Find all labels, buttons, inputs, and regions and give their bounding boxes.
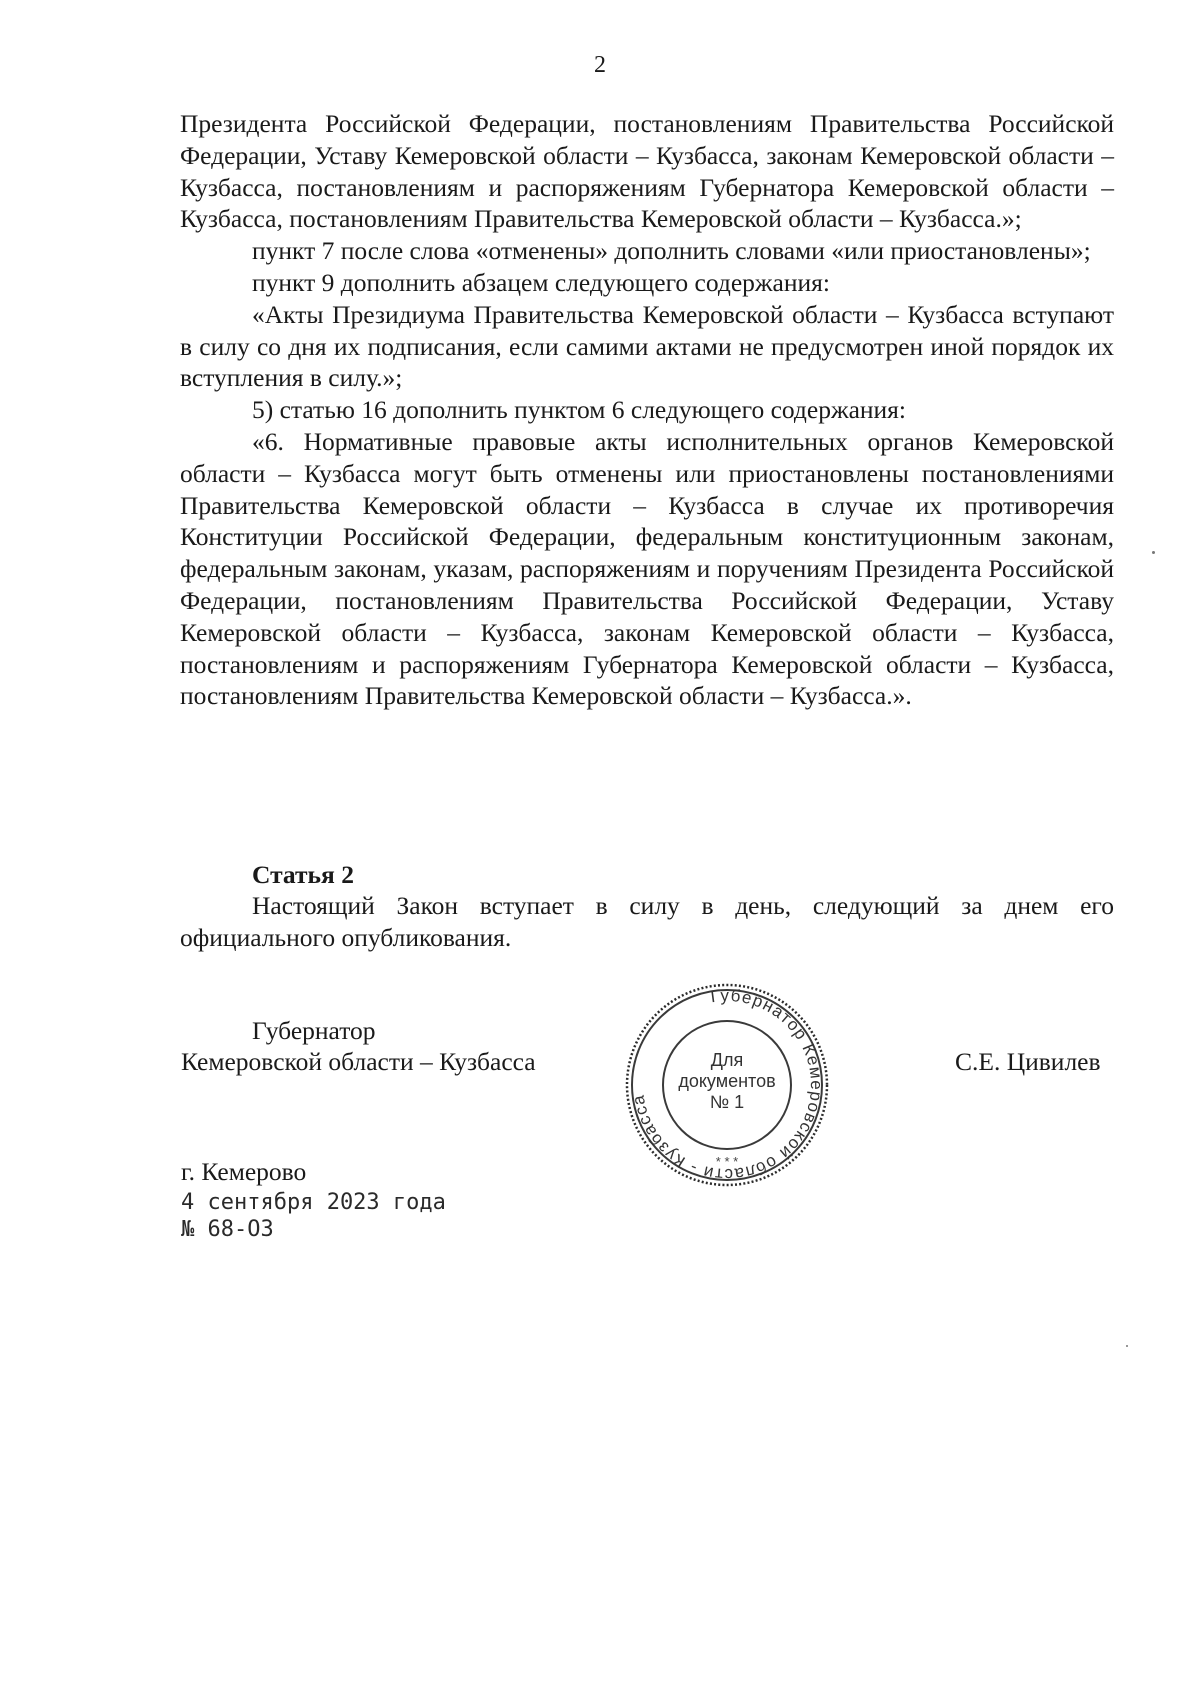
signer-name: С.Е. Цивилев	[955, 1047, 1101, 1076]
signer-title-line2: Кемеровской области – Кузбасса	[181, 1047, 536, 1076]
official-seal	[624, 982, 830, 1188]
paragraph-quote-item-6: «6. Нормативные правовые акты исполнительных органов Кемеровской области – Кузбасса могут быть отменены или приостановлены постановлениями Правительства Кемеровской области – Кузбасса в случае их противоречия Конституции Российской Федерации, федеральным конституционным законам, федеральным законам, указам, распоряжениям и поручениям Президента Российской Федерации, постановлениям Правительства Российской Федерации, Уставу Кемеровской области – Кузбасса, законам Кемеровской области – Кузбасса, постановлениям и распоряжениям Губернатора Кемеровской области – Кузбасса, постановлениям Правительства Кемеровской области – Кузбасса.».	[180, 426, 1114, 711]
document-body	[180, 108, 1114, 712]
page-number: 2	[594, 52, 606, 78]
paragraph-item-7: пункт 7 после слова «отменены» дополнить словами «или приостановлены»;	[252, 236, 1091, 266]
paragraph-item-9: пункт 9 дополнить абзацем следующего содержания:	[252, 267, 830, 297]
scan-speck	[1152, 551, 1155, 554]
seal-ring-text: Губернатор Кемеровской области - Кузбасса	[628, 985, 827, 1185]
paragraph-article-16: 5) статью 16 дополнить пунктом 6 следующего содержания:	[252, 395, 906, 425]
paragraph-continuation: Президента Российской Федерации, постановлениям Правительства Российской Федерации, Уставу Кемеровской области – Кузбасса, законам Кемеровской области – Кузбасса, постановлениям и распоряжениям Губернатора Кемеровской области – Кузбасса, постановлениям Правительства Кемеровской области – Кузбасса.»;	[180, 109, 1114, 234]
seal-center-line3: № 1	[709, 1092, 745, 1112]
signing-date: 4 сентября 2023 года	[181, 1190, 446, 1215]
place-of-signing: г. Кемерово	[181, 1157, 307, 1186]
law-number: № 68-ОЗ	[181, 1217, 274, 1242]
signer-title-line1: Губернатор	[252, 1016, 376, 1045]
paragraph-quote-presidium: «Акты Президиума Правительства Кемеровской области – Кузбасса вступают в силу со дня их подписания, если самими актами не предусмотрен иной порядок их вступления в силу.»;	[180, 299, 1114, 393]
article-heading: Статья 2	[252, 860, 354, 889]
seal-center-line2: документов	[678, 1071, 776, 1091]
article-text: Настоящий Закон вступает в силу в день, следующий за днем его официального опубликования.	[180, 891, 1114, 952]
seal-center-text	[657, 1050, 797, 1113]
seal-center-line1: Для	[710, 1050, 744, 1070]
seal-stars: * * *	[715, 1154, 739, 1169]
scan-speck	[1126, 1345, 1128, 1347]
